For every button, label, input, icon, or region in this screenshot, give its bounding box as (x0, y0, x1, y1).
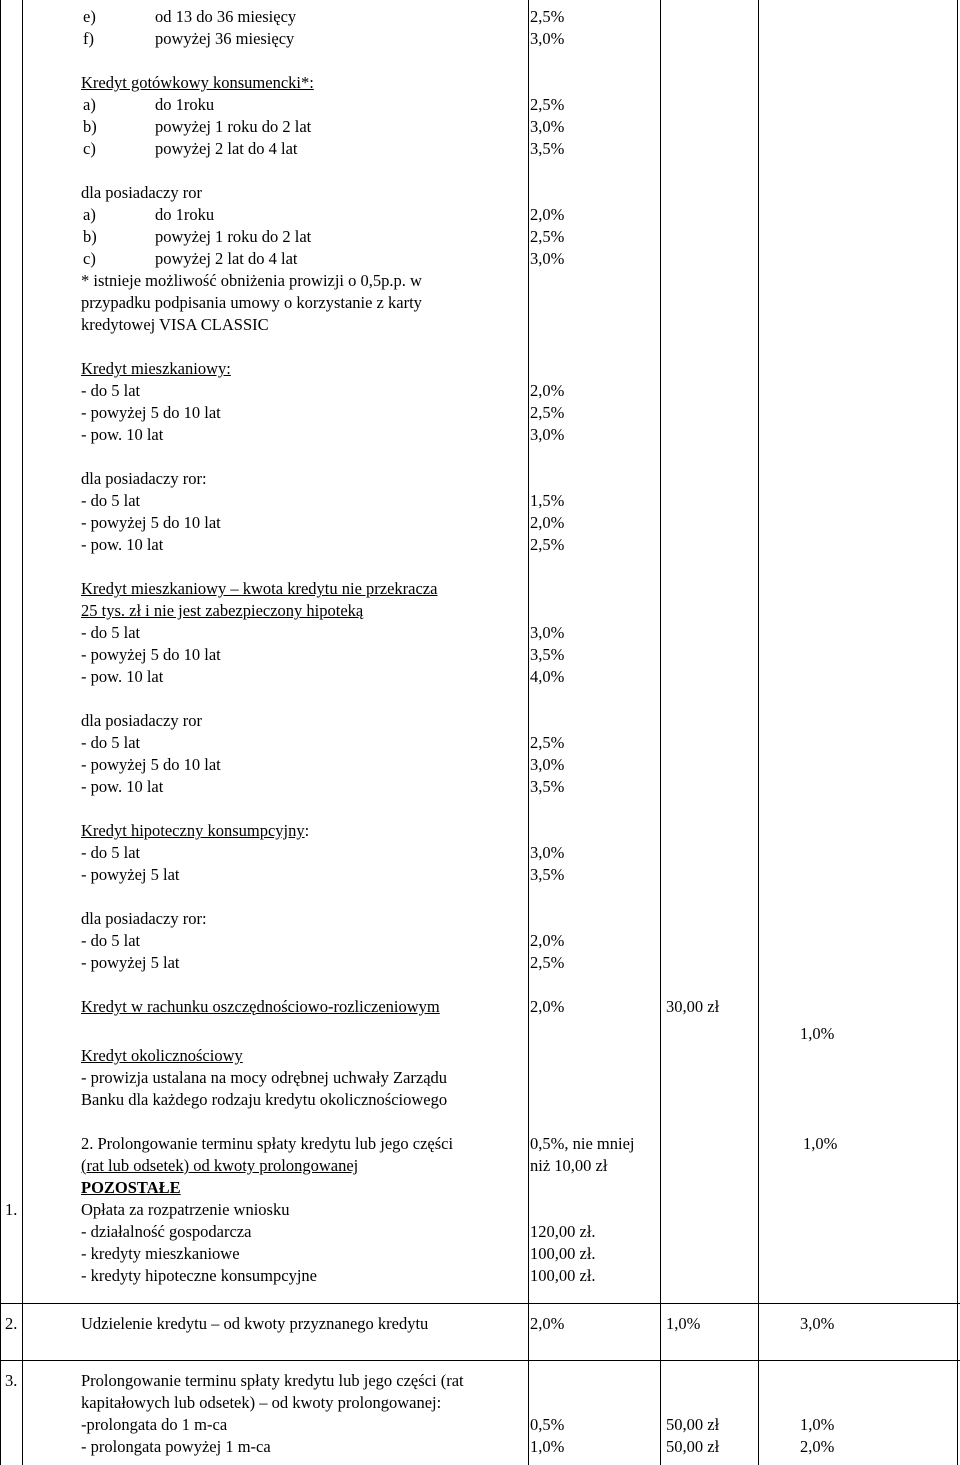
row-number: 1. (5, 1200, 18, 1219)
rate-value: 100,00 zł. (530, 1266, 596, 1285)
list-marker: c) (83, 249, 96, 268)
row-divider-udzielenie (0, 1360, 960, 1361)
row-number: 2. (5, 1314, 18, 1333)
heading-suffix: : (304, 821, 310, 840)
rate-value: 2,0% (530, 381, 565, 400)
line-text: - prolongata powyżej 1 m-ca (81, 1437, 271, 1456)
line-text: - powyżej 5 lat (81, 865, 180, 884)
rate-value: 3,0% (530, 623, 565, 642)
rate-value: 1,5% (530, 491, 565, 510)
rate-value: niż 10,00 zł (530, 1156, 608, 1175)
rate-value: 3,0% (530, 117, 565, 136)
rate-value: 3,5% (530, 865, 565, 884)
rate-value: 2,5% (530, 403, 565, 422)
rate-value-right: 1,0% (803, 1134, 838, 1153)
line-text: - do 5 lat (81, 381, 141, 400)
rate-value: 2,0% (530, 931, 565, 950)
table-divider-number (22, 0, 23, 1465)
rate-value-right: 1,0% (800, 1024, 835, 1043)
line-text: - kredyty hipoteczne konsumpcyjne (81, 1266, 317, 1285)
rate-value: 100,00 zł. (530, 1244, 596, 1263)
line-text: - powyżej 5 do 10 lat (81, 645, 221, 664)
line-text: powyżej 1 roku do 2 lat (155, 117, 312, 136)
rate-value: 3,0% (530, 249, 565, 268)
line-text: - do 5 lat (81, 623, 141, 642)
rate-value: 3,0% (530, 425, 565, 444)
rate-value: 2,5% (530, 953, 565, 972)
line-text: * istnieje możliwość obniżenia prowizji o 0,5p.p. w (81, 271, 422, 290)
line-text: - pow. 10 lat (81, 535, 164, 554)
line-text: - do 5 lat (81, 843, 141, 862)
section-heading: Kredyt okolicznościowy (81, 1046, 243, 1065)
line-text: Opłata za rozpatrzenie wniosku (81, 1200, 290, 1219)
rate-value: 2,0% (530, 513, 565, 532)
line-text: kapitałowych lub odsetek) – od kwoty prolongowanej: (81, 1393, 442, 1412)
rate-value: 2,5% (530, 227, 565, 246)
rate-value-right: 1,0% (800, 1415, 835, 1434)
line-text: powyżej 2 lat do 4 lat (155, 249, 298, 268)
line-text: powyżej 2 lat do 4 lat (155, 139, 298, 158)
table-border-left (0, 0, 1, 1465)
rate-value: 3,5% (530, 139, 565, 158)
line-text: - pow. 10 lat (81, 667, 164, 686)
fee-value: 50,00 zł (666, 1437, 720, 1456)
line-text: dla posiadaczy ror (81, 711, 202, 730)
fee-value: 1,0% (666, 1314, 701, 1333)
line-text: do 1roku (155, 95, 215, 114)
section-heading: 25 tys. zł i nie jest zabezpieczony hipoteką (81, 601, 364, 620)
list-marker: b) (83, 227, 97, 246)
rate-value: 2,5% (530, 733, 565, 752)
section-heading: Kredyt mieszkaniowy: (81, 359, 231, 378)
line-text: 2. Prolongowanie terminu spłaty kredytu lub jego części (81, 1134, 454, 1153)
line-text: - pow. 10 lat (81, 777, 164, 796)
line-text: - pow. 10 lat (81, 425, 164, 444)
table-border-right (957, 0, 958, 1465)
rate-value: 4,0% (530, 667, 565, 686)
line-text: powyżej 1 roku do 2 lat (155, 227, 312, 246)
rate-value: 2,0% (530, 1314, 565, 1333)
line-text: - do 5 lat (81, 733, 141, 752)
line-text: Banku dla każdego rodzaju kredytu okolicznościowego (81, 1090, 448, 1109)
table-divider-fee (758, 0, 759, 1465)
line-text: - do 5 lat (81, 931, 141, 950)
section-heading: Kredyt hipoteczny konsumpcyjny: (81, 821, 310, 840)
rate-value: 2,5% (530, 7, 565, 26)
list-marker: e) (83, 7, 96, 26)
row-number: 3. (5, 1371, 18, 1390)
list-marker: a) (83, 205, 96, 224)
section-heading: POZOSTAŁE (81, 1178, 181, 1197)
rate-value: 3,0% (530, 29, 565, 48)
rate-value: 2,0% (530, 205, 565, 224)
line-text: dla posiadaczy ror: (81, 909, 207, 928)
line-text: - prowizja ustalana na mocy odrębnej uchwały Zarządu (81, 1068, 448, 1087)
section-heading: Kredyt w rachunku oszczędnościowo-rozliczeniowym (81, 997, 440, 1016)
rate-value: 2,5% (530, 95, 565, 114)
line-text: (rat lub odsetek) od kwoty prolongowanej (81, 1156, 359, 1175)
line-text: od 13 do 36 miesięcy (155, 7, 297, 26)
line-text: - do 5 lat (81, 491, 141, 510)
rate-value: 0,5%, nie mniej (530, 1134, 635, 1153)
rate-value: 0,5% (530, 1415, 565, 1434)
rate-value: 2,0% (530, 997, 565, 1016)
line-text: - powyżej 5 do 10 lat (81, 755, 221, 774)
rate-value: 3,5% (530, 645, 565, 664)
line-text: - powyżej 5 do 10 lat (81, 403, 221, 422)
line-text: - powyżej 5 lat (81, 953, 180, 972)
line-text: Prolongowanie terminu spłaty kredytu lub jego części (rat (81, 1371, 464, 1390)
rate-value: 3,0% (530, 755, 565, 774)
list-marker: c) (83, 139, 96, 158)
fee-value: 50,00 zł (666, 1415, 720, 1434)
line-text: dla posiadaczy ror: (81, 469, 207, 488)
rate-value: 3,0% (530, 843, 565, 862)
row-divider-pozostale (0, 1303, 960, 1304)
line-text: - powyżej 5 do 10 lat (81, 513, 221, 532)
line-text: Udzielenie kredytu – od kwoty przyznanego kredytu (81, 1314, 429, 1333)
line-text: przypadku podpisania umowy o korzystanie z karty (81, 293, 422, 312)
line-text: - kredyty mieszkaniowe (81, 1244, 240, 1263)
list-marker: b) (83, 117, 97, 136)
line-text: dla posiadaczy ror (81, 183, 202, 202)
rate-value: 3,5% (530, 777, 565, 796)
line-text: - działalność gospodarcza (81, 1222, 252, 1241)
line-text: powyżej 36 miesięcy (155, 29, 295, 48)
rate-value-right: 2,0% (800, 1437, 835, 1456)
rate-value: 2,5% (530, 535, 565, 554)
section-heading: Kredyt gotówkowy konsumencki*: (81, 73, 314, 92)
line-text: -prolongata do 1 m-ca (81, 1415, 228, 1434)
fee-value: 30,00 zł (666, 997, 720, 1016)
rate-value: 1,0% (530, 1437, 565, 1456)
list-marker: f) (83, 29, 94, 48)
line-text: do 1roku (155, 205, 215, 224)
line-text: kredytowej VISA CLASSIC (81, 315, 269, 334)
list-marker: a) (83, 95, 96, 114)
section-heading: Kredyt mieszkaniowy – kwota kredytu nie przekracza (81, 579, 438, 598)
table-divider-value (660, 0, 661, 1465)
table-divider-description (528, 0, 529, 1465)
rate-value: 120,00 zł. (530, 1222, 596, 1241)
rate-value-right: 3,0% (800, 1314, 835, 1333)
